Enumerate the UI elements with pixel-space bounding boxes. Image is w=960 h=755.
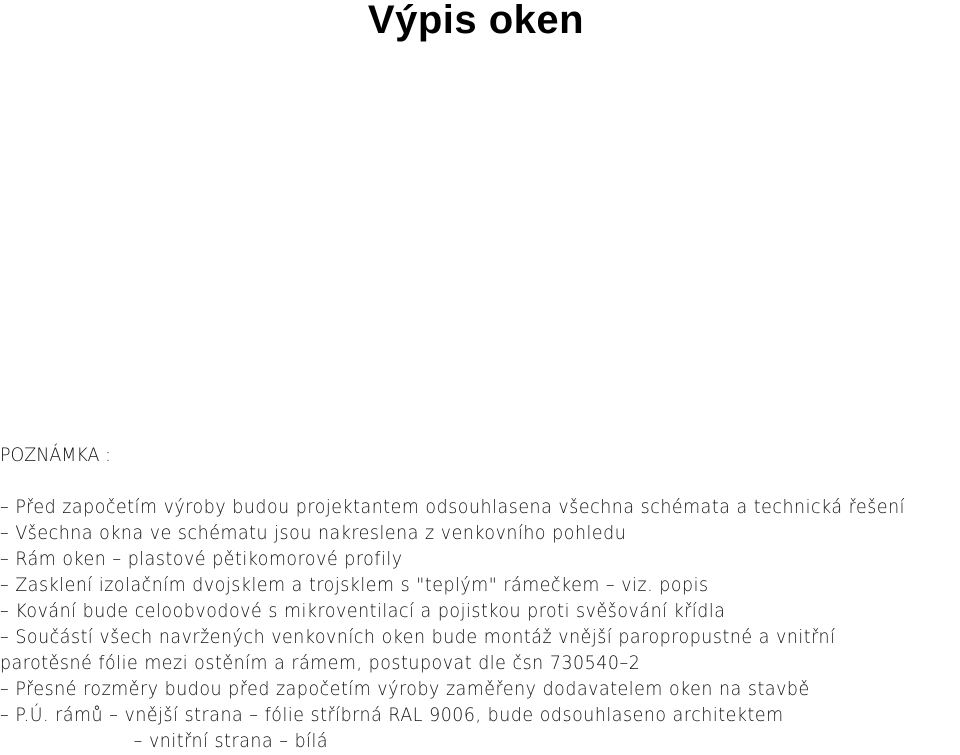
- note-label: POZNÁMKA :: [0, 444, 111, 466]
- note-line: – P.Ú. rámů – vnější strana – fólie stříbrná RAL 9006, bude odsouhlaseno architektem: [0, 704, 784, 726]
- note-line: – Přesné rozměry budou před započetím výroby zaměřeny dodavatelem oken na stavbě: [0, 678, 810, 700]
- page-title: Výpis oken: [367, 0, 585, 42]
- note-line: – Rám oken – plastové pětikomorové profily: [0, 548, 403, 570]
- notes-list: [0, 494, 960, 754]
- note-line: – Kování bude celoobvodové s mikroventilací a pojistkou proti svěšování křídla: [0, 600, 726, 622]
- note-line: – vnitřní strana – bílá: [0, 730, 329, 752]
- note-line: – Zasklení izolačním dvojsklem a trojsklem s "teplým" rámečkem – viz. popis: [0, 574, 709, 596]
- note-line: – Součástí všech navržených venkovních oken bude montáž vnější paropropustné a vnitřní: [0, 626, 836, 648]
- note-line: – Před započetím výroby budou projektantem odsouhlasena všechna schémata a technická řešení: [0, 496, 906, 518]
- note-line: – Všechna okna ve schématu jsou nakreslena z venkovního pohledu: [0, 522, 627, 544]
- note-line: parotěsné fólie mezi ostěním a rámem, postupovat dle čsn 730540–2: [0, 652, 641, 674]
